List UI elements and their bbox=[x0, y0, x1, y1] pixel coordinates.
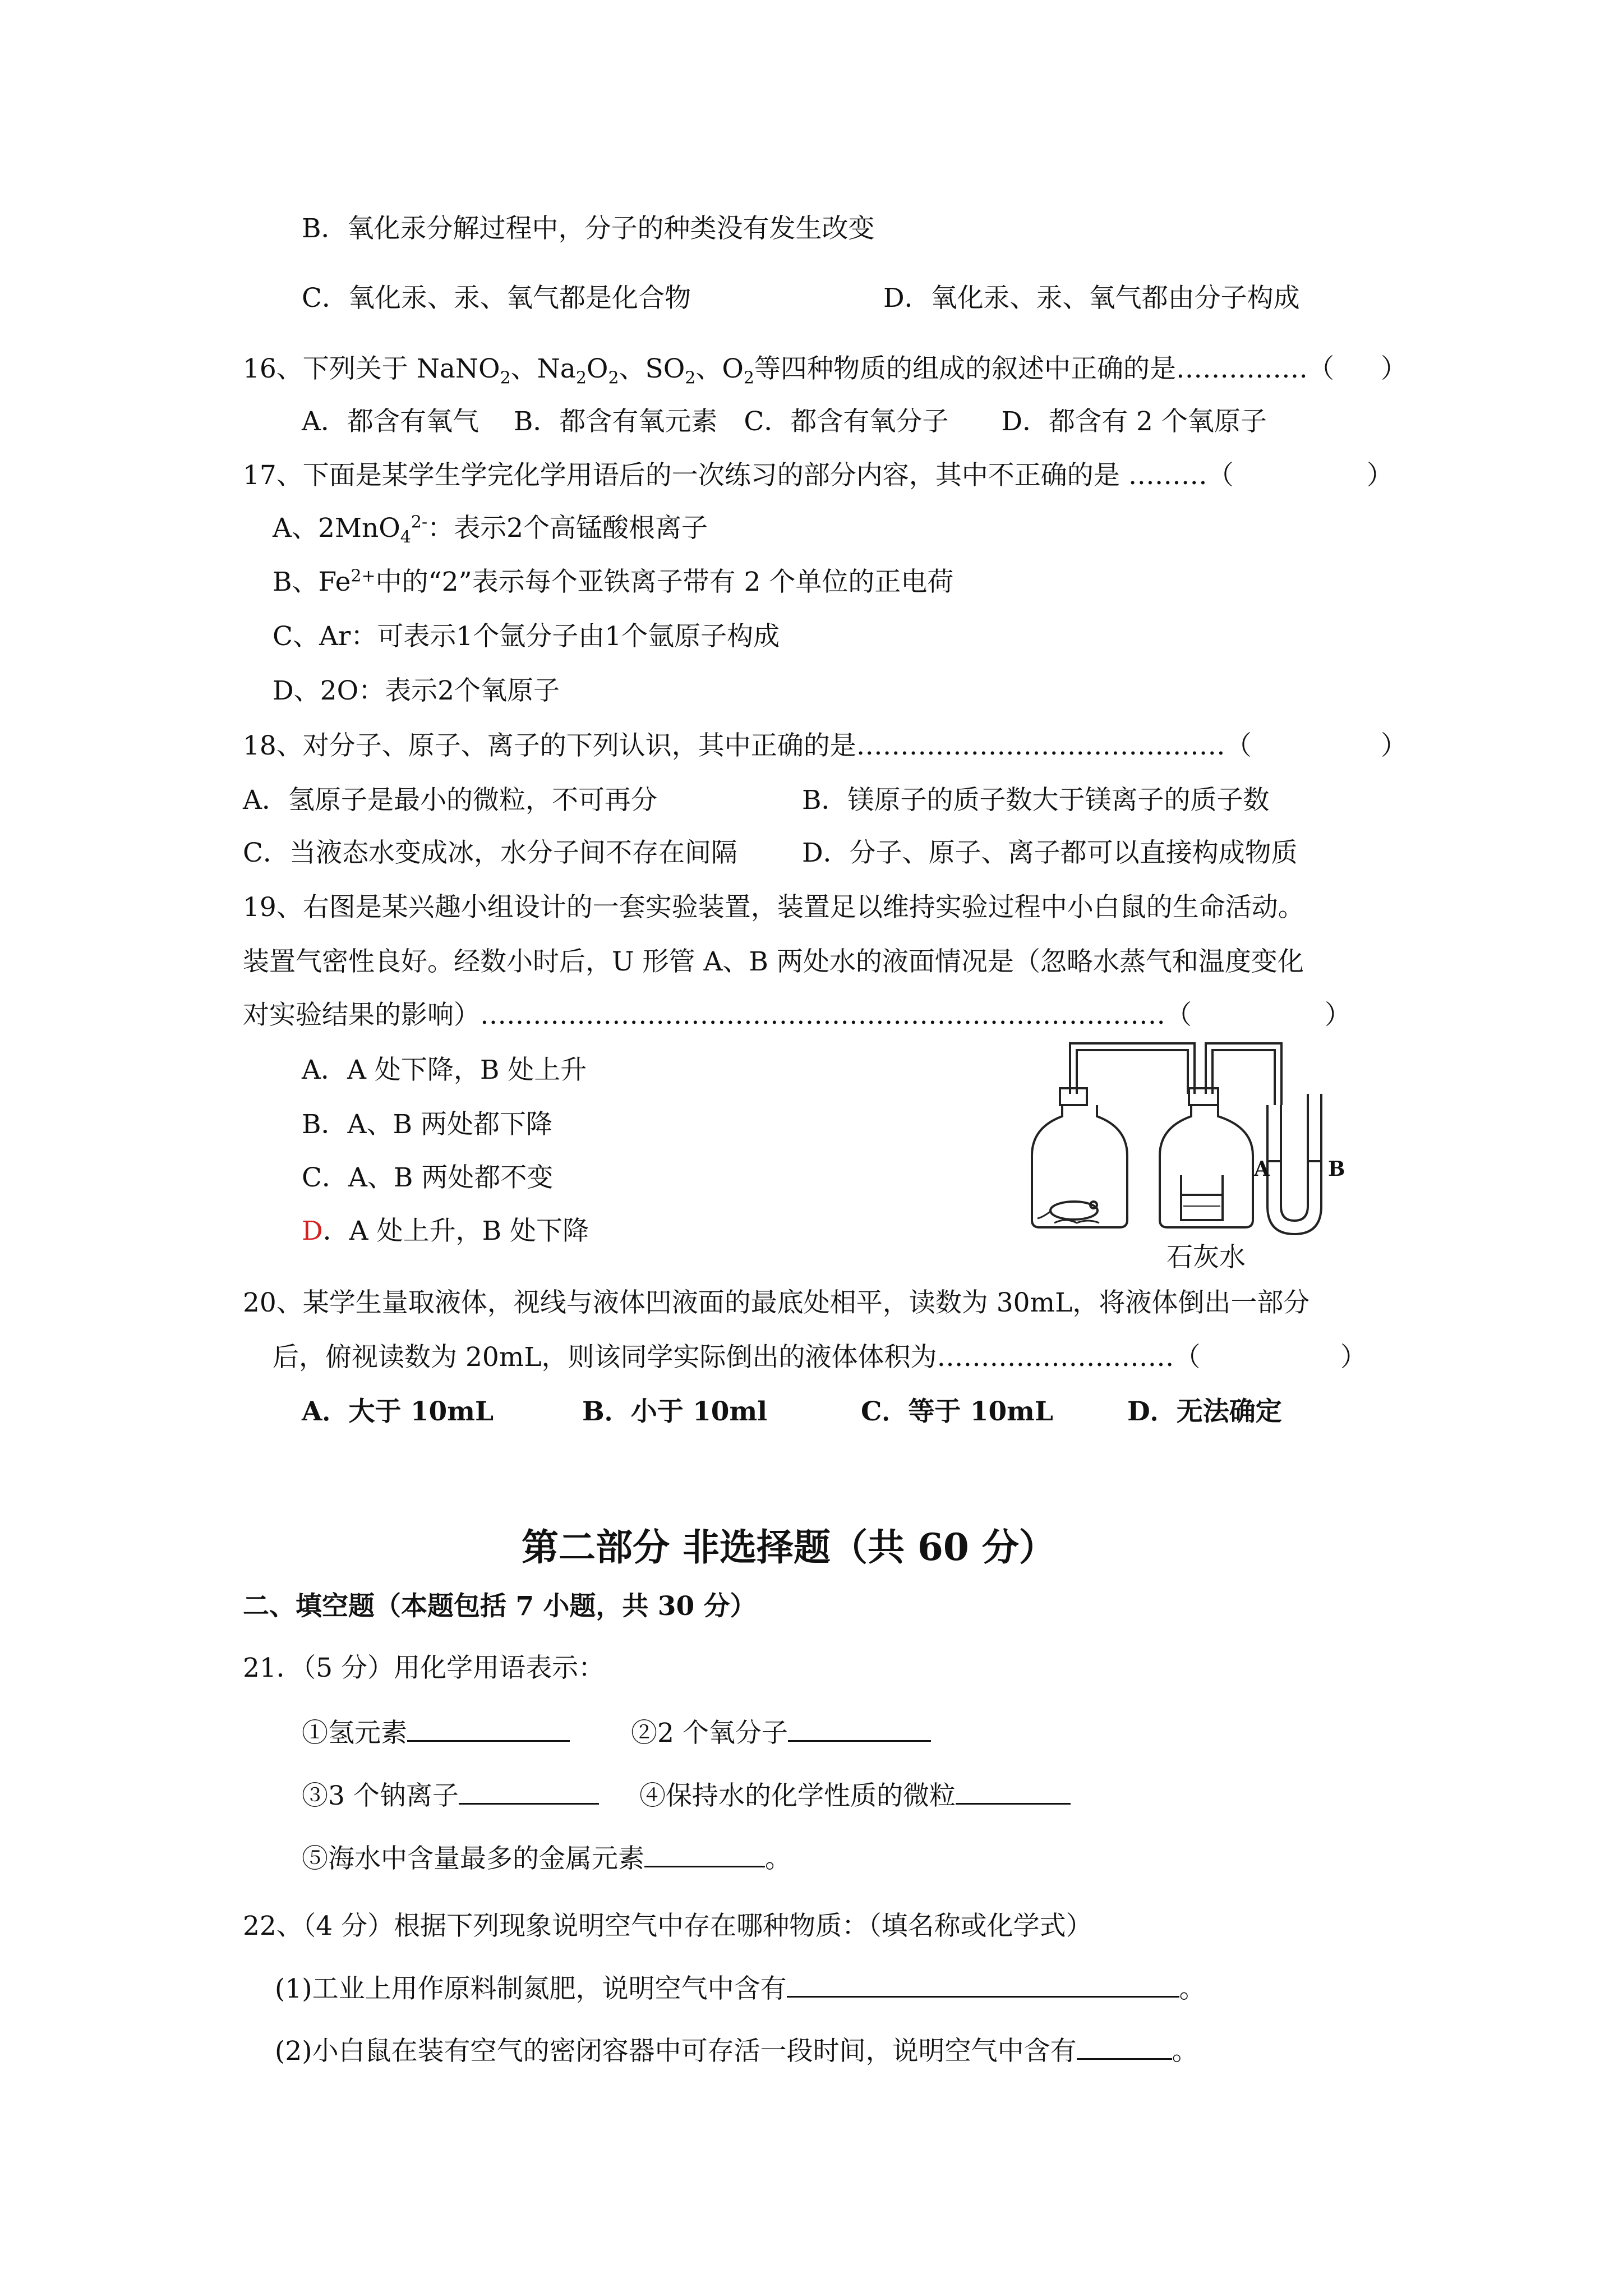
q19-line-1: 19、右图是某兴趣小组设计的一套实验装置，装置足以维持实验过程中小白鼠的生命活动。 bbox=[243, 892, 1304, 923]
part-two-title: 第二部分 非选择题（共 60 分） bbox=[522, 1525, 1056, 1569]
q17-option-a: A、2MnO$_4^{2-}$：表示2个高锰酸根离子 bbox=[273, 512, 708, 547]
answer-blank[interactable] bbox=[788, 1715, 931, 1742]
q21-item-2: ②2 个氧分子 bbox=[631, 1715, 931, 1750]
experiment-apparatus-figure bbox=[1021, 1032, 1391, 1268]
q19-option-d: D．A 处上升，B 处下降 bbox=[302, 1216, 589, 1246]
fig-caption: 石灰水 bbox=[1166, 1242, 1246, 1273]
q22-item-2: (2)小白鼠在装有空气的密闭容器中可存活一段时间，说明空气中含有 。 bbox=[275, 2033, 1198, 2068]
q19-line-3: 对实验结果的影响）……………………………………………………………………（ bbox=[243, 1000, 1192, 1030]
answer-blank[interactable] bbox=[459, 1778, 599, 1805]
q15-option-c: C．氧化汞、汞、氧气都是化合物 bbox=[302, 283, 691, 314]
q21-item-5: ⑤海水中含量最多的金属元素 。 bbox=[302, 1841, 791, 1876]
q20-paren-close: ） bbox=[1340, 1342, 1367, 1373]
section-heading: 二、填空题（本题包括 7 小题，共 30 分） bbox=[243, 1591, 757, 1622]
q16-paren-close: ） bbox=[1381, 353, 1407, 384]
q22-item-1: (1)工业上用作原料制氮肥，说明空气中含有 。 bbox=[275, 1971, 1206, 2006]
q18-option-b: B．镁原子的质子数大于镁离子的质子数 bbox=[802, 785, 1270, 816]
q18-stem: 18、对分子、原子、离子的下列认识，其中正确的是……………………………………（ bbox=[243, 730, 1252, 761]
q17-paren-close: ） bbox=[1367, 460, 1393, 491]
q16-options: A．都含有氧气 B．都含有氧元素 C．都含有氧分子 D．都含有 2 个氧原子 bbox=[302, 406, 1267, 437]
q16-stem: 16、下列关于 NaNO$_2$、$Na_2O_2$、$SO_2$、$O_2$等四种物质的组成的叙述中正确的是……………（ bbox=[243, 353, 1335, 388]
q20-option-d: D．无法确定 bbox=[1127, 1396, 1282, 1427]
q19-option-a: A．A 处下降，B 处上升 bbox=[302, 1055, 587, 1085]
q18-paren-close: ） bbox=[1381, 730, 1407, 761]
q17-option-d: D、2O：表示2个氧原子 bbox=[273, 675, 560, 706]
q17-stem: 17、下面是某学生学完化学用语后的一次练习的部分内容，其中不正确的是 ………（ bbox=[243, 460, 1234, 491]
q18-option-c: C．当液态水变成冰，水分子间不存在间隔 bbox=[243, 838, 737, 868]
fig-label-b: B bbox=[1328, 1157, 1345, 1181]
q18-option-d: D．分子、原子、离子都可以直接构成物质 bbox=[802, 838, 1298, 868]
q21-item-1: ①氢元素 bbox=[302, 1715, 570, 1750]
q19-option-b: B．A、B 两处都下降 bbox=[302, 1109, 552, 1140]
answer-blank[interactable] bbox=[644, 1841, 765, 1867]
q19-answer-letter: D bbox=[302, 1216, 323, 1246]
q15-option-b: B．氧化汞分解过程中，分子的种类没有发生改变 bbox=[302, 213, 875, 244]
q20-line-2: 后，俯视读数为 20mL，则该同学实际倒出的液体体积为………………………（ bbox=[273, 1342, 1201, 1373]
q18-option-a: A．氢原子是最小的微粒，不可再分 bbox=[243, 785, 657, 816]
answer-blank[interactable] bbox=[956, 1778, 1071, 1805]
answer-blank[interactable] bbox=[787, 1971, 1179, 1998]
q19-paren-close: ） bbox=[1325, 1000, 1351, 1030]
q21-item-3: ③3 个钠离子 bbox=[302, 1778, 599, 1813]
q15-option-d: D．氧化汞、汞、氧气都由分子构成 bbox=[883, 283, 1300, 314]
q21-stem: 21．（5 分）用化学用语表示： bbox=[243, 1653, 605, 1683]
q20-option-b: B．小于 10ml bbox=[582, 1396, 768, 1427]
q17-option-c: C、Ar：可表示1个氩分子由1个氩原子构成 bbox=[273, 621, 780, 652]
q20-option-c: C．等于 10mL bbox=[861, 1396, 1053, 1427]
q21-item-4: ④保持水的化学性质的微粒 bbox=[639, 1778, 1071, 1813]
answer-blank[interactable] bbox=[1077, 2033, 1172, 2060]
q20-line-1: 20、某学生量取液体，视线与液体凹液面的最底处相平，读数为 30mL，将液体倒出一部分 bbox=[243, 1287, 1310, 1318]
q17-option-b: B、$Fe^{2+}$中的“2”表示每个亚铁离子带有 2 个单位的正电荷 bbox=[273, 566, 954, 597]
answer-blank[interactable] bbox=[407, 1715, 570, 1742]
q20-option-a: A．大于 10mL bbox=[302, 1396, 494, 1427]
q19-line-2: 装置气密性良好。经数小时后，U 形管 A、B 两处水的液面情况是（忽略水蒸气和温度变化 bbox=[243, 946, 1304, 977]
q22-stem: 22、（4 分）根据下列现象说明空气中存在哪种物质：（填名称或化学式） bbox=[243, 1911, 1092, 1941]
q19-option-c: C．A、B 两处都不变 bbox=[302, 1162, 554, 1193]
fig-label-a: A bbox=[1254, 1157, 1270, 1181]
